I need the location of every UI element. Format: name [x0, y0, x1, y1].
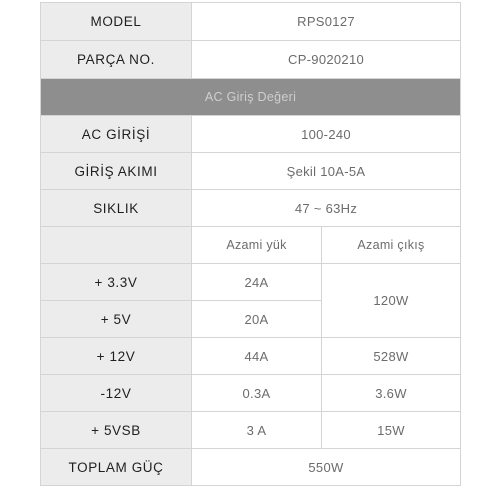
- part-no-label: PARÇA NO.: [41, 41, 192, 79]
- rail-label: + 3.3V: [41, 264, 192, 301]
- total-power-label: TOPLAM GÜÇ: [41, 449, 192, 486]
- table-row: [41, 153, 461, 190]
- spec-table: [40, 2, 461, 486]
- output-header-blank: [41, 227, 192, 264]
- rail-load: 44A: [192, 338, 322, 375]
- model-value: RPS0127: [192, 3, 461, 41]
- rail-load: 3 A: [192, 412, 322, 449]
- model-label: MODEL: [41, 3, 192, 41]
- max-load-header: Azami yük: [192, 227, 322, 264]
- rail-row-3v3: [41, 264, 461, 301]
- frequency-value: 47 ~ 63Hz: [192, 190, 461, 227]
- rail-label: -12V: [41, 375, 192, 412]
- total-power-value: 550W: [192, 449, 461, 486]
- rail-row-minus12v: [41, 375, 461, 412]
- rail-output: 3.6W: [322, 375, 461, 412]
- input-current-label: GİRİŞ AKIMI: [41, 153, 192, 190]
- part-no-value: CP-9020210: [192, 41, 461, 79]
- combined-output: 120W: [322, 264, 461, 338]
- rail-load: 20A: [192, 301, 322, 338]
- frequency-label: SIKLIK: [41, 190, 192, 227]
- input-current-value: Şekil 10A-5A: [192, 153, 461, 190]
- spec-sheet: [40, 2, 460, 498]
- rail-row-5vsb: [41, 412, 461, 449]
- rail-output: 15W: [322, 412, 461, 449]
- rail-output: 528W: [322, 338, 461, 375]
- section-header-row: [41, 79, 461, 116]
- rail-load: 24A: [192, 264, 322, 301]
- rail-row-12v: [41, 338, 461, 375]
- max-output-header: Azami çıkış: [322, 227, 461, 264]
- rail-label: + 12V: [41, 338, 192, 375]
- rail-label: + 5VSB: [41, 412, 192, 449]
- table-row: [41, 3, 461, 41]
- table-row: [41, 190, 461, 227]
- ac-input-label: AC GİRİŞİ: [41, 116, 192, 153]
- table-row: [41, 41, 461, 79]
- ac-input-section-title: AC Giriş Değeri: [41, 79, 461, 116]
- ac-input-value: 100-240: [192, 116, 461, 153]
- total-power-row: [41, 449, 461, 486]
- table-row: [41, 116, 461, 153]
- output-header-row: [41, 227, 461, 264]
- rail-label: + 5V: [41, 301, 192, 338]
- rail-load: 0.3A: [192, 375, 322, 412]
